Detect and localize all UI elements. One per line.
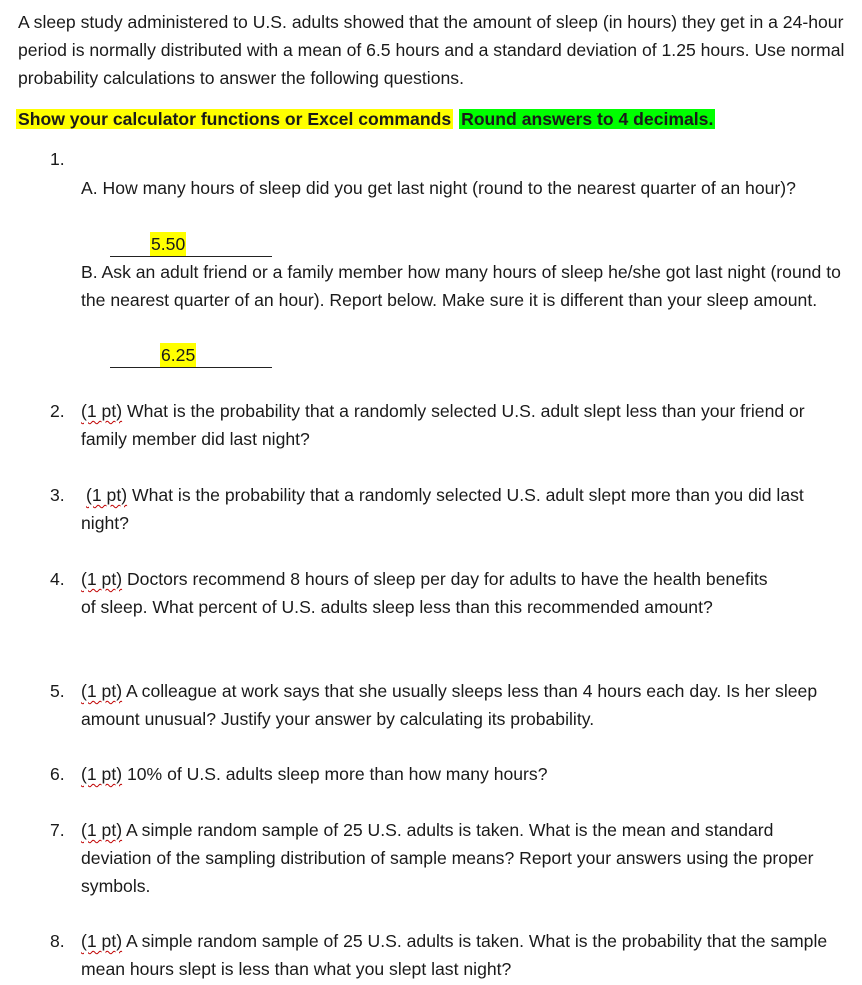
question-text: 10% of U.S. adults sleep more than how many hours? <box>122 764 548 784</box>
question-number: 8. <box>50 931 65 951</box>
answer-a-field[interactable] <box>110 230 272 257</box>
question-number: 5. <box>50 681 65 701</box>
points-label: (1 pt) <box>81 681 123 701</box>
points-label: (1 pt) <box>86 485 128 505</box>
question-number: 1. <box>50 149 65 169</box>
question-1b-text: B. Ask an adult friend or a family member how many hours of sleep he/she got last night (round to the nearest quarter of an hour). Report below. Make sure it is different than your sleep amount. <box>81 262 841 310</box>
answer-b-field[interactable] <box>110 341 272 368</box>
question-number: 7. <box>50 820 65 840</box>
question-1a-text: A. How many hours of sleep did you get last night (round to the nearest quarter of an hour)? <box>81 178 796 198</box>
points-label: (1 pt) <box>81 820 123 840</box>
answer-a-value: 5.50 <box>151 234 186 254</box>
question-number: 6. <box>50 764 65 784</box>
question-text: A simple random sample of 25 U.S. adults is taken. What is the probability that the sample mean hours slept is less than what you slept last night? <box>81 931 828 979</box>
rounding-note: Round answers to 4 decimals. <box>461 109 714 129</box>
question-number: 2. <box>50 401 65 421</box>
question-number: 4. <box>50 569 65 589</box>
points-label: (1 pt) <box>81 931 123 951</box>
points-label: (1 pt) <box>81 569 123 589</box>
points-label: (1 pt) <box>81 401 123 421</box>
answer-b-value: 6.25 <box>161 345 196 365</box>
question-number: 3. <box>50 485 65 505</box>
question-text: A colleague at work says that she usually sleeps less than 4 hours each day. Is her sleep amount unusual? Justify your answer by calculating its probability. <box>81 681 818 729</box>
calculator-note: Show your calculator functions or Excel commands <box>18 109 452 129</box>
question-text: What is the probability that a randomly selected U.S. adult slept less than your friend or family member did last night? <box>81 401 805 449</box>
points-label: (1 pt) <box>81 764 123 784</box>
intro-paragraph: A sleep study administered to U.S. adults showed that the amount of sleep (in hours) they get in a 24-hour period is normally distributed with a mean of 6.5 hours and a standard deviation of 1.25 hours. Use normal probability calculations to answer the following questions. <box>18 12 845 88</box>
question-text: Doctors recommend 8 hours of sleep per day for adults to have the health benefits of sleep. What percent of U.S. adults sleep less than this recommended amount? <box>81 569 768 617</box>
instructions-callout <box>16 105 715 132</box>
question-text: What is the probability that a randomly selected U.S. adult slept more than you did last night? <box>81 485 804 533</box>
question-text: A simple random sample of 25 U.S. adults is taken. What is the mean and standard deviation of the sampling distribution of sample means? Report your answers using the proper symbols. <box>81 820 814 896</box>
